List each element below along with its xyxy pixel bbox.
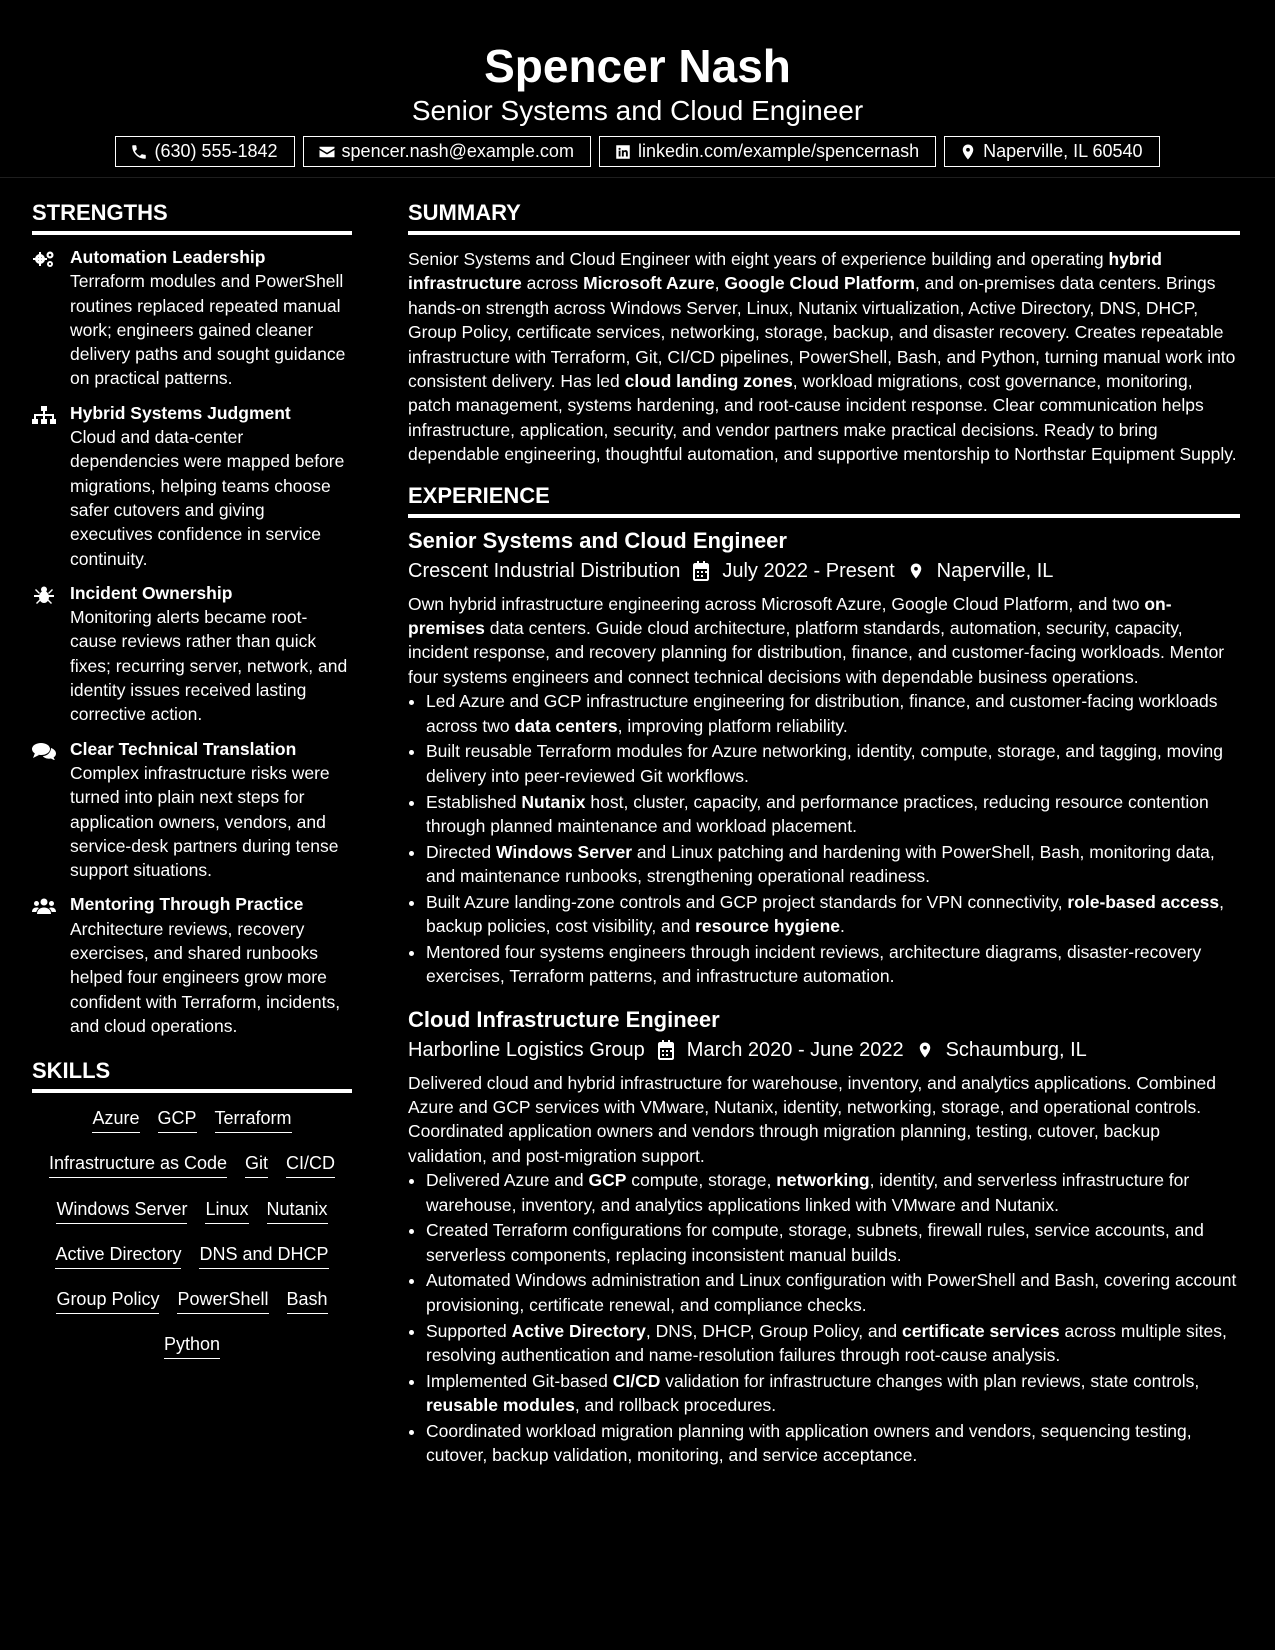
- strength-text: Complex infrastructure risks were turned into plain next steps for application owners, vendors, and service-desk partners during tense support situations.: [70, 762, 339, 881]
- skills-heading: SKILLS: [32, 1054, 352, 1093]
- strength-title: Mentoring Through Practice: [70, 894, 304, 915]
- strength-text: Monitoring alerts became root-cause reviews rather than quick fixes; recurring server, network, and identity issues received lasting corrective action.: [70, 607, 348, 725]
- strength-item: [32, 245, 352, 391]
- bullet-item: • Implemented Git-based CI/CD validation for infrastructure changes with plan reviews, state controls, reusable modules, and rollback procedures.: [426, 1369, 1240, 1418]
- summary-text: Senior Systems and Cloud Engineer with eight years of experience building and operating hybrid infrastructure across Microsoft Azure, Google Cloud Platform, and on-premises data centers. Brings hands-on strength across Windows Server, Linux, Nutanix virtualization, Active Directory, DNS, DHCP, Group Policy, certificate services, networking, storage, backup, and disaster recovery. Creates repeatable infrastructure with Terraform, Git, CI/CD pipelines, PowerShell, Bash, and Python, turning manual work into consistent delivery. Has led cloud landing zones, workload migrations, cost governance, monitoring, patch management, systems hardening, and root-cause incident response. Clear communication helps infrastructure, application, security, and vendor partners make practical decisions. Ready to bring dependable engineering, thoughtful automation, and supportive mentorship to Northstar Equipment Supply.: [408, 249, 1237, 465]
- job-bullets: [408, 689, 1240, 988]
- calendar-icon: [692, 561, 710, 581]
- bullet-item: • Directed Windows Server and Linux patching and hardening with PowerShell, Bash, monitoring data, and maintenance runbooks, strengthening operational readiness.: [426, 840, 1240, 889]
- emphasis-text: Windows Server: [496, 841, 633, 862]
- skill-tag: Nutanix: [267, 1196, 328, 1224]
- job-title: Senior Systems and Cloud Engineer: [408, 527, 787, 553]
- strength-item: [32, 737, 352, 883]
- skill-tag: Windows Server: [56, 1196, 187, 1224]
- email-text: spencer.nash@example.com: [341, 141, 574, 161]
- map-pin-icon: [959, 143, 977, 161]
- skill-tag: Bash: [287, 1286, 328, 1314]
- bullet-item: • Established Nutanix host, cluster, capacity, and performance practices, reducing resource contention through planned maintenance and workload placement.: [426, 790, 1240, 839]
- experience-heading: EXPERIENCE: [408, 479, 1240, 518]
- gears-icon: [32, 250, 56, 268]
- bullet-item: • Led Azure and GCP infrastructure engineering for distribution, finance, and customer-facing workloads across two data centers, improving platform reliability.: [426, 689, 1240, 738]
- strength-item: [32, 892, 352, 1038]
- emphasis-text: resource hygiene: [695, 916, 841, 937]
- job-title: Cloud Infrastructure Engineer: [408, 1006, 720, 1032]
- candidate-name: Spencer Nash: [484, 40, 791, 92]
- strength-title: Automation Leadership: [70, 247, 266, 267]
- job-dates: March 2020 - June 2022: [686, 1038, 904, 1061]
- strength-text: Architecture reviews, recovery exercises, and shared runbooks helped four engineers grow more confident with Terraform, incidents, and cloud operations.: [70, 918, 341, 1036]
- skill-tag: Terraform: [215, 1105, 292, 1133]
- emphasis-text: on-premises: [408, 593, 1172, 639]
- skill-tag: Group Policy: [56, 1286, 159, 1314]
- emphasis-text: CI/CD: [612, 1370, 661, 1391]
- emphasis-text: Google Cloud Platform: [724, 273, 915, 294]
- job-company: Harborline Logistics Group: [408, 1038, 645, 1061]
- contact-location[interactable]: [944, 136, 1159, 167]
- strength-text: Terraform modules and PowerShell routines replaced repeated manual work; engineers gained cleaner delivery paths and sought guidance on practical patterns.: [70, 271, 346, 389]
- strength-title: Hybrid Systems Judgment: [70, 402, 291, 423]
- bullet-item: • Coordinated workload migration planning with application owners and vendors, sequencing testing, cutover, backup validation, monitoring, and service acceptance.: [426, 1419, 1240, 1468]
- job-location: Schaumburg, IL: [945, 1038, 1087, 1061]
- job-meta: [408, 1035, 1240, 1065]
- job-location: Naperville, IL: [936, 559, 1054, 582]
- sitemap-icon: [32, 406, 56, 424]
- skill-tag: Git: [245, 1150, 268, 1178]
- bug-icon: [32, 586, 56, 604]
- contact-email[interactable]: [303, 136, 591, 167]
- candidate-title: Senior Systems and Cloud Engineer: [411, 95, 864, 126]
- linkedin-icon: [614, 143, 632, 161]
- right-column: [408, 196, 1240, 1469]
- resume-header: [0, 0, 1275, 178]
- strengths-heading: STRENGTHS: [32, 196, 352, 235]
- emphasis-text: GCP: [588, 1170, 627, 1191]
- linkedin-text: linkedin.com/example/spencernash: [637, 141, 920, 161]
- phone-icon: [130, 143, 148, 161]
- skill-tag: Active Directory: [55, 1241, 181, 1269]
- emphasis-text: Microsoft Azure: [583, 273, 715, 294]
- skill-tag: Azure: [92, 1105, 139, 1133]
- job-dates: July 2022 - Present: [722, 559, 895, 582]
- bullet-item: • Automated Windows administration and Linux configuration with PowerShell and Bash, covering account provisioning, certificate renewal, and compliance checks.: [426, 1268, 1240, 1317]
- map-pin-icon: [907, 561, 925, 581]
- comments-icon: [32, 742, 56, 760]
- strength-item: [32, 581, 352, 727]
- contact-linkedin[interactable]: [599, 136, 936, 167]
- bullet-item: • Created Terraform configurations for compute, storage, subnets, firewall rules, service accounts, and serverless components, replacing inconsistent manual builds.: [426, 1218, 1240, 1267]
- strengths-list: [32, 245, 352, 1038]
- phone-text: (630) 555-1842: [154, 141, 278, 161]
- emphasis-text: Active Directory: [511, 1320, 646, 1341]
- emphasis-text: Nutanix: [521, 791, 586, 812]
- summary-heading: SUMMARY: [408, 196, 1240, 235]
- skill-tag: CI/CD: [286, 1150, 335, 1178]
- location-text: Naperville, IL 60540: [983, 141, 1143, 161]
- skill-tag: Infrastructure as Code: [49, 1150, 227, 1178]
- contact-phone[interactable]: [115, 136, 294, 167]
- job-description: Own hybrid infrastructure engineering across Microsoft Azure, Google Cloud Platform, and two on-premises data centers. Guide cloud architecture, platform standards, automation, security, capacity, incident response, and recovery planning for distribution, finance, and customer-facing workloads. Mentor four systems engineers and connect technical decisions with dependable business operations.: [408, 593, 1225, 687]
- emphasis-text: role-based access: [1067, 891, 1220, 912]
- strength-item: [32, 401, 352, 571]
- calendar-icon: [657, 1040, 675, 1060]
- skill-tag: Linux: [205, 1196, 248, 1224]
- skills-section: [32, 1054, 352, 1376]
- skill-tags: [32, 1105, 352, 1376]
- job-bullets: [408, 1168, 1240, 1467]
- strength-title: Incident Ownership: [70, 582, 233, 603]
- emphasis-text: data centers: [514, 715, 618, 736]
- users-icon: [32, 897, 56, 915]
- strength-text: Cloud and data-center dependencies were mapped before migrations, helping teams choose safer cutovers and giving executives confidence in service continuity.: [70, 427, 345, 569]
- bullet-item: • Built Azure landing-zone controls and GCP project standards for VPN connectivity, role-based access, backup policies, cost visibility, and resource hygiene.: [426, 890, 1240, 939]
- emphasis-text: certificate services: [901, 1320, 1060, 1341]
- job-company: Crescent Industrial Distribution: [408, 559, 681, 582]
- bullet-item: • Supported Active Directory, DNS, DHCP, Group Policy, and certificate services across multiple sites, resolving authentication and name-resolution failures through root-cause analysis.: [426, 1319, 1240, 1368]
- emphasis-text: hybrid infrastructure: [408, 249, 1162, 294]
- left-column: [32, 196, 352, 1376]
- experience-section: [408, 479, 1240, 1468]
- bullet-item: • Mentored four systems engineers through incident reviews, architecture diagrams, disaster-recovery exercises, Terraform patterns, and infrastructure automation.: [426, 940, 1240, 989]
- envelope-icon: [318, 143, 336, 161]
- contact-bar: [0, 136, 1275, 167]
- bullet-item: • Delivered Azure and GCP compute, storage, networking, identity, and serverless infrastructure for warehouse, inventory, and analytics applications linked with VMware and Nutanix.: [426, 1168, 1240, 1217]
- emphasis-text: cloud landing zones: [624, 371, 793, 392]
- emphasis-text: reusable modules: [426, 1395, 575, 1416]
- skill-tag: PowerShell: [177, 1286, 268, 1314]
- bullet-item: • Built reusable Terraform modules for Azure networking, identity, compute, storage, and tagging, moving delivery into peer-reviewed Git workflows.: [426, 739, 1240, 788]
- job-entry: [408, 526, 1240, 989]
- map-pin-icon: [916, 1040, 934, 1060]
- skill-tag: DNS and DHCP: [199, 1241, 328, 1269]
- strength-title: Clear Technical Translation: [70, 738, 297, 759]
- job-description: Delivered cloud and hybrid infrastructure for warehouse, inventory, and analytics applications. Combined Azure and GCP services with VMware, Nutanix, identity, networking, storage, and operational controls. Coordinated application owners and vendors through migration planning, testing, cutover, backup validation, and post-migration support.: [408, 1072, 1217, 1166]
- emphasis-text: networking: [776, 1170, 870, 1191]
- skill-tag: GCP: [158, 1105, 197, 1133]
- job-meta: [408, 556, 1240, 586]
- job-entry: [408, 1005, 1240, 1468]
- skill-tag: Python: [164, 1331, 220, 1359]
